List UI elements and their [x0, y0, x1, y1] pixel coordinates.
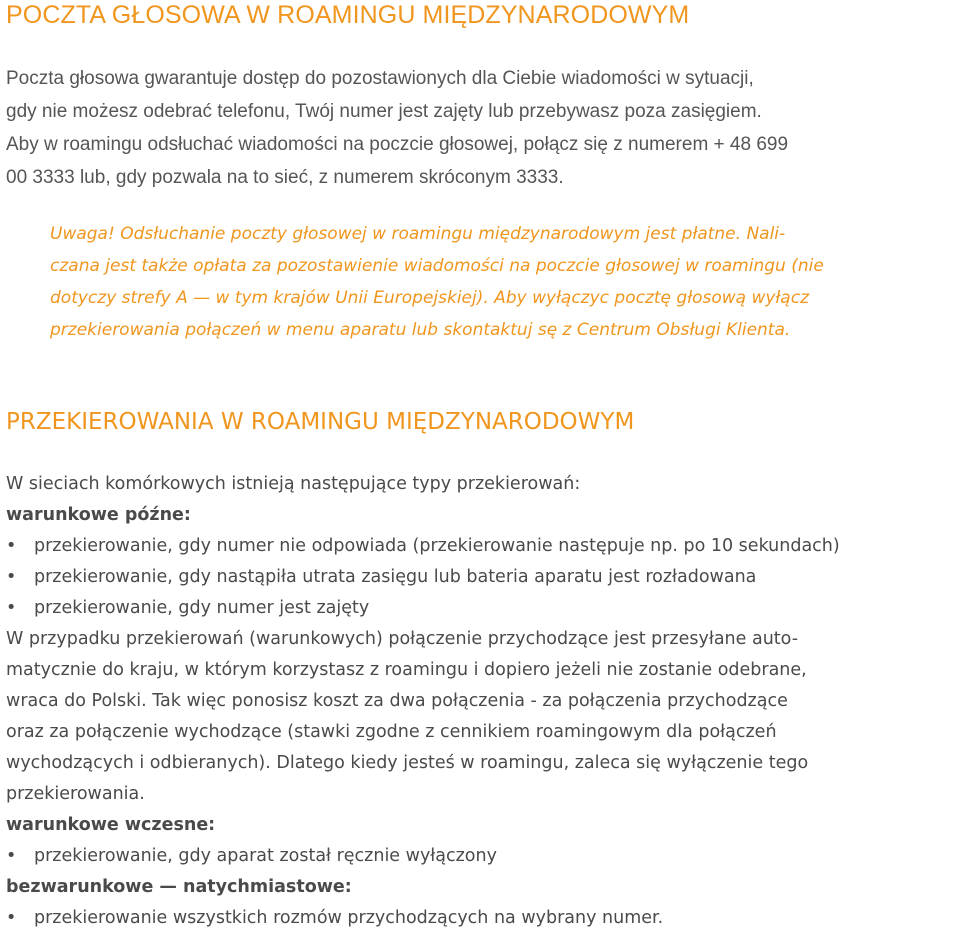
- intro-line: Poczta głosowa gwarantuje dostęp do pozostawionych dla Ciebie wiadomości w sytuacji,: [6, 68, 754, 89]
- list-item: [6, 903, 956, 934]
- paragraph-line: oraz za połączenie wychodzące (stawki zgodne z cennikiem roamingowym dla połączeń: [6, 722, 777, 742]
- note-line: przekierowania połączeń w menu aparatu lub skontaktuj sę z Centrum Obsługi Klienta.: [50, 320, 791, 340]
- group-label: bezwarunkowe — natychmiastowe:: [6, 877, 352, 897]
- note-line: dotyczy strefy A — w tym krajów Unii Europejskiej). Aby wyłączyc pocztę głosową wyłącz: [50, 288, 809, 308]
- forwarding-section: [6, 469, 956, 934]
- forwarding-intro: W sieciach komórkowych istnieją następujące typy przekierowań:: [6, 474, 581, 494]
- list-item: [6, 562, 956, 593]
- list-item-text: przekierowanie, gdy numer jest zajęty: [34, 598, 370, 618]
- bullet-icon: •: [6, 908, 17, 928]
- note-line: Uwaga! Odsłuchanie poczty głosowej w roamingu międzynarodowym jest płatne. Nali-: [50, 224, 786, 244]
- section1-title: POCZTA GŁOSOWA W ROAMINGU MIĘDZYNARODOWYM: [6, 1, 690, 29]
- paragraph-line: przekierowania.: [6, 784, 145, 804]
- paragraph-line: wraca do Polski. Tak więc ponosisz koszt za dwa połączenia - za połączenia przychodzące: [6, 691, 788, 711]
- group-label: warunkowe wczesne:: [6, 815, 216, 835]
- intro-line: gdy nie możesz odebrać telefonu, Twój numer jest zajęty lub przebywasz poza zasięgiem.: [6, 101, 762, 122]
- paragraph-line: W przypadku przekierowań (warunkowych) połączenie przychodzące jest przesyłane auto-: [6, 629, 799, 649]
- list-item-text: przekierowanie, gdy aparat został ręcznie wyłączony: [34, 846, 497, 866]
- note-line: czana jest także opłata za pozostawienie wiadomości na poczcie głosowej w roamingu (nie: [50, 256, 824, 276]
- list-item: [6, 841, 956, 872]
- group-label: warunkowe późne:: [6, 505, 191, 525]
- bullet-icon: •: [6, 598, 17, 618]
- bullet-icon: •: [6, 536, 17, 556]
- voicemail-note: [50, 218, 956, 346]
- section2-title: PRZEKIEROWANIA W ROAMINGU MIĘDZYNARODOWYM: [6, 409, 635, 435]
- list-item: [6, 593, 956, 624]
- intro-line: Aby w roamingu odsłuchać wiadomości na poczcie głosowej, połącz się z numerem + 48 699: [6, 134, 789, 155]
- voicemail-intro: [6, 62, 956, 194]
- list-item-text: przekierowanie, gdy nastąpiła utrata zasięgu lub bateria aparatu jest rozładowana: [34, 567, 757, 587]
- bullet-icon: •: [6, 567, 17, 587]
- list-item: [6, 531, 956, 562]
- paragraph-line: matycznie do kraju, w którym korzystasz z roamingu i dopiero jeżeli nie zostanie odebrane,: [6, 660, 807, 680]
- paragraph-line: wychodzących i odbieranych). Dlatego kiedy jesteś w roamingu, zaleca się wyłączenie tego: [6, 753, 809, 773]
- list-item-text: przekierowanie wszystkich rozmów przychodzących na wybrany numer.: [34, 908, 664, 928]
- list-item-text: przekierowanie, gdy numer nie odpowiada (przekierowanie następuje np. po 10 sekundach): [34, 536, 840, 556]
- bullet-icon: •: [6, 846, 17, 866]
- intro-line: 00 3333 lub, gdy pozwala na to sieć, z numerem skróconym 3333.: [6, 167, 564, 188]
